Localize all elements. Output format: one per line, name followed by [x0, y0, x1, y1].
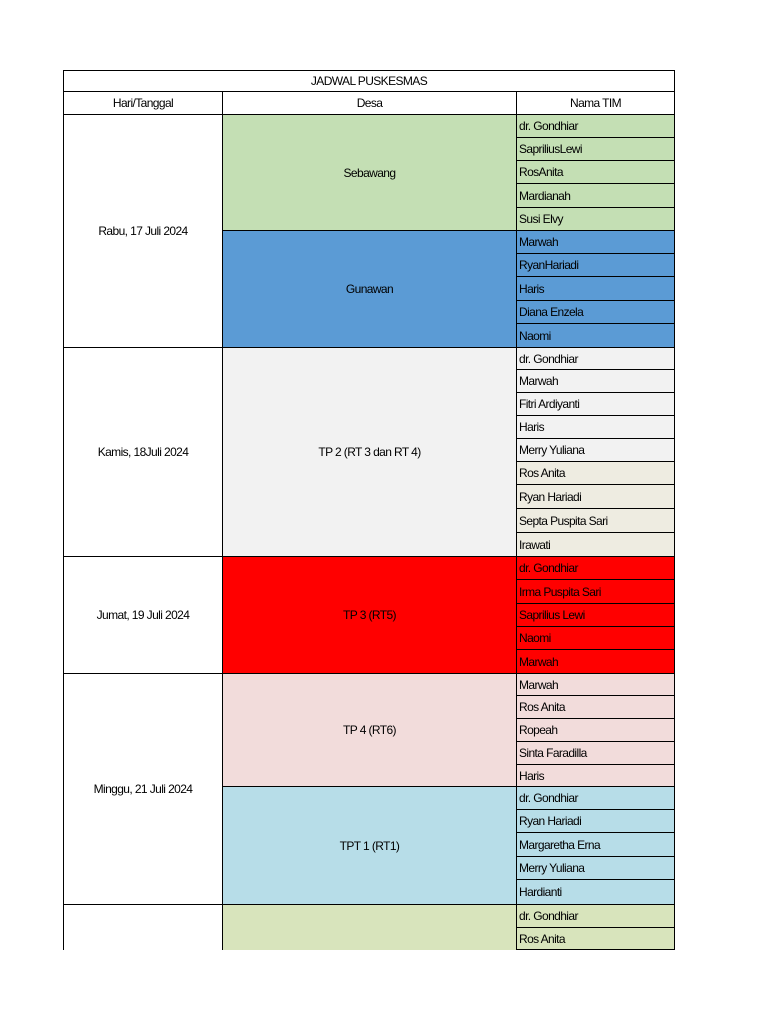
day-cell-rabu: Rabu, 17 Juli 2024 [63, 114, 223, 348]
team-member: Sinta Faradilla [516, 741, 675, 765]
team-member: Mardianah [516, 183, 675, 208]
team-member: Ryan Hariadi [516, 484, 675, 509]
team-member: Susi Elvy [516, 207, 675, 231]
village-cell-tp4: TP 4 (RT6) [222, 673, 517, 787]
team-member: Marwah [516, 649, 675, 674]
day-cell-kamis: Kamis, 18Juli 2024 [63, 347, 223, 557]
team-member: dr. Gondhiar [516, 904, 675, 928]
team-member: Saprilius Lewi [516, 603, 675, 627]
team-member: Naomi [516, 626, 675, 650]
team-member: Fitri Ardiyanti [516, 392, 675, 416]
village-cell-next [222, 904, 517, 950]
team-member: dr. Gondhiar [516, 114, 675, 138]
header-desa: Desa [222, 91, 517, 115]
team-member: dr. Gondhiar [516, 347, 675, 370]
team-member: RosAnita [516, 160, 675, 184]
table-title: JADWAL PUSKESMAS [63, 70, 675, 92]
team-member: Naomi [516, 323, 675, 348]
team-member: Margaretha Erna [516, 832, 675, 857]
team-member: Marwah [516, 230, 675, 254]
schedule-table [63, 70, 675, 950]
header-hari-tanggal: Hari/Tanggal [63, 91, 223, 115]
village-cell-tp3: TP 3 (RT5) [222, 556, 517, 674]
team-member: Marwah [516, 673, 675, 696]
team-member: dr. Gondhiar [516, 786, 675, 810]
team-member: Ropeah [516, 718, 675, 742]
team-member: RyanHariadi [516, 253, 675, 277]
day-cell-next [63, 904, 223, 950]
team-member: Diana Enzela [516, 300, 675, 324]
team-member: Irma Puspita Sari [516, 579, 675, 604]
team-member: SapriliusLewi [516, 137, 675, 161]
team-member: Ros Anita [516, 695, 675, 719]
team-member: Marwah [516, 369, 675, 393]
village-cell-tp2: TP 2 (RT 3 dan RT 4) [222, 347, 517, 557]
team-member: Haris [516, 415, 675, 439]
team-member: Haris [516, 276, 675, 301]
day-cell-jumat: Jumat, 19 Juli 2024 [63, 556, 223, 674]
team-member: dr. Gondhiar [516, 556, 675, 580]
team-member: Ros Anita [516, 927, 675, 950]
team-member: Haris [516, 764, 675, 787]
team-member: Ros Anita [516, 461, 675, 485]
village-cell-tpt1: TPT 1 (RT1) [222, 786, 517, 905]
team-member: Ryan Hariadi [516, 809, 675, 833]
team-member: Merry Yuliana [516, 438, 675, 462]
team-member: Septa Puspita Sari [516, 508, 675, 533]
village-cell-sebawang: Sebawang [222, 114, 517, 231]
day-cell-minggu: Minggu, 21 Juli 2024 [63, 673, 223, 905]
team-member: Hardianti [516, 879, 675, 905]
team-member: Irawati [516, 532, 675, 557]
team-member: Merry Yuliana [516, 856, 675, 880]
header-nama-tim: Nama TIM [516, 91, 675, 115]
village-cell-gunawan: Gunawan [222, 230, 517, 348]
